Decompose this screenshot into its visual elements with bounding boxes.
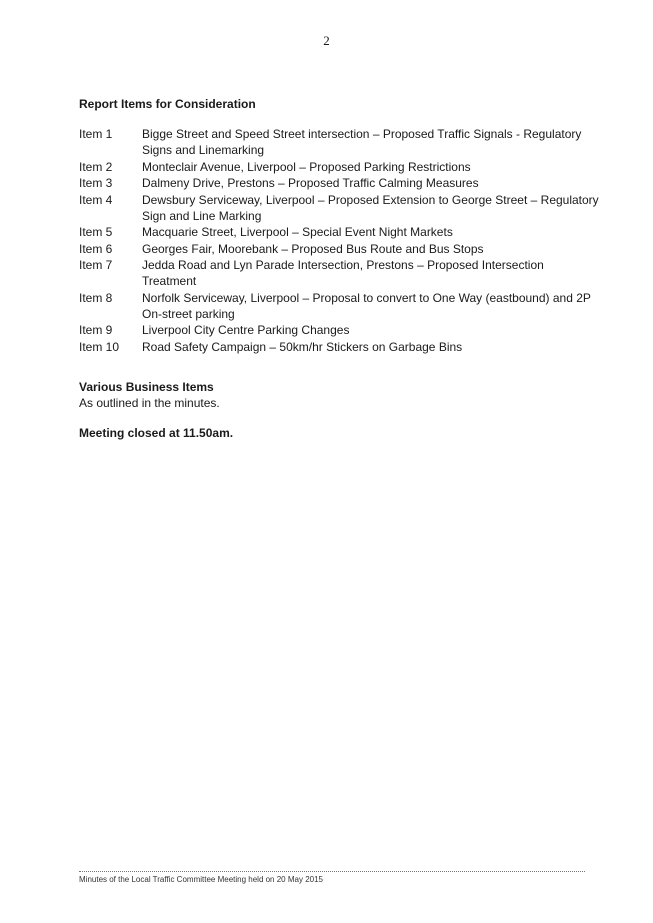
item-number: Item 5 [79,225,113,239]
page-number: 2 [323,33,330,48]
item-text: Road Safety Campaign – 50km/hr Stickers on Garbage Bins [142,339,463,354]
page-footer: Minutes of the Local Traffic Committee Meeting held on 20 May 2015 [79,875,323,884]
item-text: Norfolk Serviceway, Liverpool – Proposal to convert to One Way (eastbound) and 2P On-street parking [142,290,591,321]
report-item [79,126,599,158]
item-number: Item 3 [79,176,113,190]
item-text: Dewsbury Serviceway, Liverpool – Proposed Extension to George Street – Regulatory Sign and Line Marking [142,192,599,223]
report-item [79,322,599,338]
item-text: Liverpool City Centre Parking Changes [142,323,350,337]
report-item [79,339,599,355]
item-number: Item 1 [79,127,113,141]
item-text: Monteclair Avenue, Liverpool – Proposed Parking Restrictions [142,159,471,174]
report-item [79,257,599,289]
report-item [79,224,599,240]
report-item [79,175,599,191]
item-number: Item 8 [79,290,113,305]
item-text: Macquarie Street, Liverpool – Special Event Night Markets [142,225,453,239]
item-text: Jedda Road and Lyn Parade Intersection, Prestons – Proposed Intersection Treatment [142,258,544,288]
report-items-heading: Report Items for Consideration [79,97,256,111]
item-number: Item 2 [79,159,113,174]
item-text: Dalmeny Drive, Prestons – Proposed Traffic Calming Measures [142,176,479,190]
various-business-heading: Various Business Items [79,380,214,394]
report-items-list [79,126,599,355]
report-item [79,290,599,322]
report-item [79,192,599,224]
item-number: Item 4 [79,192,113,207]
report-item [79,241,599,257]
item-text: Bigge Street and Speed Street intersection – Proposed Traffic Signals - Regulatory Signs and Linemarking [142,127,582,157]
item-number: Item 9 [79,323,113,337]
meeting-closed-text: Meeting closed at 11.50am. [79,426,234,440]
various-business-text: As outlined in the minutes. [79,396,220,410]
footer-divider [79,871,585,872]
report-item [79,159,599,175]
item-number: Item 6 [79,241,113,256]
item-number: Item 10 [79,339,120,354]
item-text: Georges Fair, Moorebank – Proposed Bus Route and Bus Stops [142,241,484,256]
item-number: Item 7 [79,258,113,272]
